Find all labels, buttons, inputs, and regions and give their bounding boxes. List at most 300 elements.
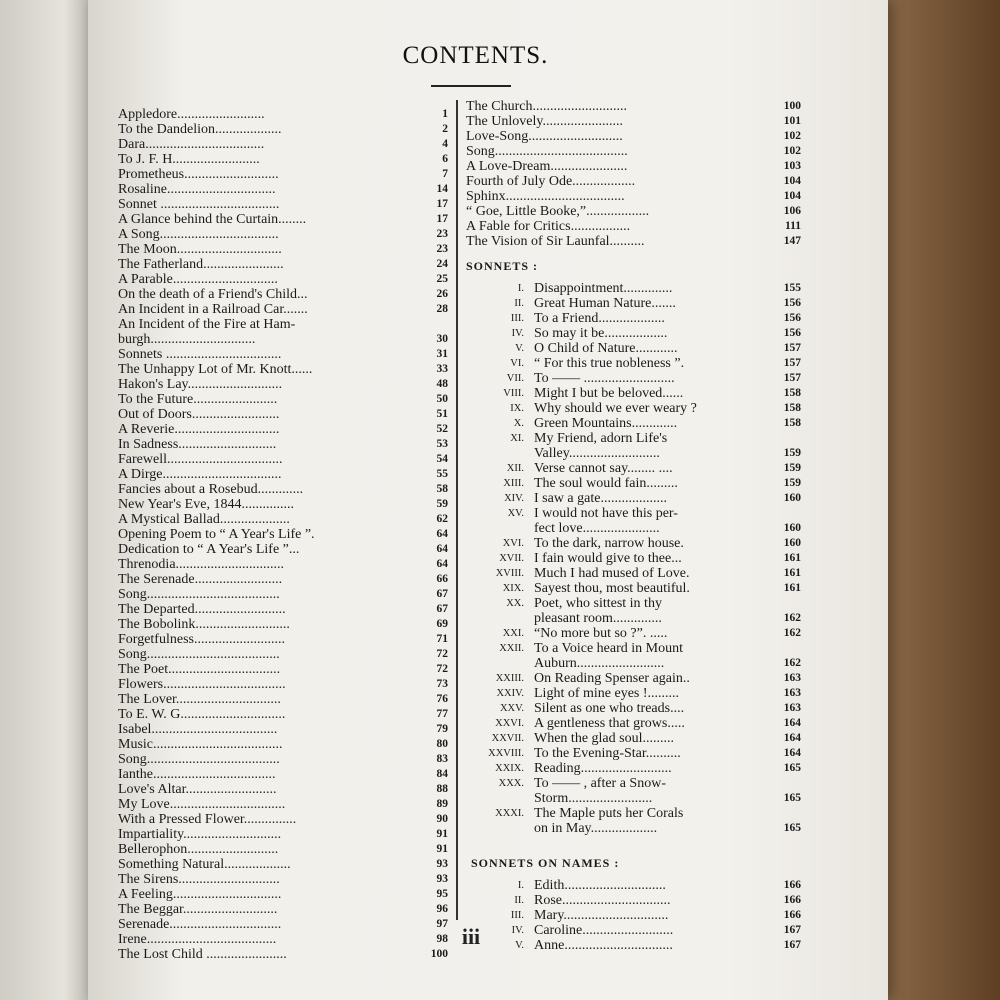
entry-title: “ Goe, Little Booke,”..................	[466, 204, 650, 219]
entry-number: XII.	[506, 463, 524, 474]
entry-page: 160	[783, 492, 801, 504]
entry-page: 158	[783, 402, 801, 414]
entry-number: III.	[510, 313, 524, 324]
entry-title: Great Human Nature.......	[534, 296, 676, 311]
toc-entry	[118, 497, 448, 512]
toc-entry	[118, 482, 448, 497]
entry-page: 156	[783, 312, 801, 324]
entry-page: 58	[436, 483, 448, 495]
toc-entry	[118, 842, 448, 857]
entry-title: A Feeling...............................	[118, 887, 282, 902]
sonnet-entry	[466, 626, 801, 641]
entry-page: 67	[436, 603, 448, 615]
entry-number: XXI.	[502, 628, 524, 639]
entry-page: 164	[783, 717, 801, 729]
entry-title: A gentleness that grows.....	[534, 716, 685, 731]
entry-page: 93	[436, 858, 448, 870]
toc-entry	[118, 107, 448, 122]
page-title: CONTENTS.	[402, 42, 549, 69]
sonnet-entry	[466, 791, 801, 806]
entry-title: Hakon's Lay...........................	[118, 377, 283, 392]
entry-title: A Glance behind the Curtain........	[118, 212, 307, 227]
entry-page: 104	[783, 175, 801, 187]
entry-title: The Unhappy Lot of Mr. Knott......	[118, 362, 313, 377]
entry-page: 160	[783, 522, 801, 534]
entry-page: 54	[436, 453, 448, 465]
entry-title: Bellerophon..........................	[118, 842, 279, 857]
entry-page: 163	[783, 687, 801, 699]
entry-title: “No more but so ?”. .....	[534, 626, 668, 641]
toc-entry	[118, 737, 448, 752]
entry-title: burgh..............................	[118, 332, 256, 347]
entry-page: 161	[783, 567, 801, 579]
toc-entry	[118, 332, 448, 347]
right-column	[466, 99, 801, 953]
toc-entry	[118, 932, 448, 947]
entry-title: On the death of a Friend's Child...	[118, 287, 308, 302]
sonnet-entry	[466, 386, 801, 401]
entry-title: A Parable..............................	[118, 272, 278, 287]
toc-entry	[118, 827, 448, 842]
entry-title: Sayest thou, most beautiful.	[534, 581, 690, 596]
toc-entry	[118, 242, 448, 257]
entry-number: V.	[515, 940, 524, 951]
entry-page: 162	[783, 657, 801, 669]
sonnet-entry	[466, 641, 801, 656]
sonnet-entry	[466, 296, 801, 311]
entry-title: Out of Doors.........................	[118, 407, 280, 422]
entry-title: A Dirge..................................	[118, 467, 282, 482]
entry-page: 157	[783, 357, 801, 369]
toc-entry	[466, 204, 801, 219]
toc-entry	[118, 752, 448, 767]
entry-title: Ianthe...................................	[118, 767, 276, 782]
entry-page: 163	[783, 702, 801, 714]
entry-page: 95	[436, 888, 448, 900]
entry-number: XX.	[506, 598, 524, 609]
entry-title: New Year's Eve, 1844...............	[118, 497, 294, 512]
sonnet-entry	[466, 476, 801, 491]
entry-title: To —— , after a Snow-	[534, 776, 666, 791]
entry-title: Much I had mused of Love.	[534, 566, 690, 581]
entry-number: VIII.	[503, 388, 524, 399]
entry-page: 93	[436, 873, 448, 885]
entry-title: An Incident in a Railroad Car.......	[118, 302, 308, 317]
toc-entry	[118, 947, 448, 962]
entry-title: Verse cannot say........ ....	[534, 461, 673, 476]
entry-page: 102	[783, 145, 801, 157]
entry-page: 55	[436, 468, 448, 480]
entry-page: 102	[783, 130, 801, 142]
entry-page: 31	[436, 348, 448, 360]
toc-entry	[118, 347, 448, 362]
entry-title: To the dark, narrow house.	[534, 536, 684, 551]
entry-page: 163	[783, 672, 801, 684]
toc-entry	[118, 182, 448, 197]
entry-page: 103	[783, 160, 801, 172]
entry-title: Irene.....................................	[118, 932, 277, 947]
entry-number: XXX.	[498, 778, 524, 789]
entry-page: 76	[436, 693, 448, 705]
entry-page: 96	[436, 903, 448, 915]
entry-title: Dedication to “ A Year's Life ”...	[118, 542, 300, 557]
entry-page: 166	[783, 909, 801, 921]
entry-page: 101	[783, 115, 801, 127]
entry-page: 157	[783, 372, 801, 384]
toc-entry	[118, 392, 448, 407]
toc-entry	[118, 377, 448, 392]
toc-entry	[466, 174, 801, 189]
toc-entry	[118, 122, 448, 137]
entry-title: A Mystical Ballad....................	[118, 512, 290, 527]
toc-entry	[118, 782, 448, 797]
entry-title: I saw a gate...................	[534, 491, 667, 506]
toc-entry	[118, 512, 448, 527]
entry-title: Something Natural...................	[118, 857, 291, 872]
entry-title: The Maple puts her Corals	[534, 806, 684, 821]
entry-title: Farewell.................................	[118, 452, 283, 467]
toc-entry	[118, 302, 448, 317]
entry-title: The Sirens.............................	[118, 872, 280, 887]
entry-page: 79	[436, 723, 448, 735]
entry-title: Light of mine eyes !.........	[534, 686, 680, 701]
entry-title: My Love.................................	[118, 797, 286, 812]
entry-page: 159	[783, 462, 801, 474]
toc-entry	[118, 272, 448, 287]
toc-entry	[118, 602, 448, 617]
entry-title: To a Friend...................	[534, 311, 665, 326]
sonnets-heading: SONNETS :	[466, 259, 539, 273]
toc-entry	[118, 152, 448, 167]
entry-title: To the Future........................	[118, 392, 278, 407]
entry-title: So may it be..................	[534, 326, 668, 341]
toc-entry	[118, 257, 448, 272]
entry-page: 162	[783, 627, 801, 639]
entry-page: 91	[436, 828, 448, 840]
entry-page: 104	[783, 190, 801, 202]
toc-entry	[118, 677, 448, 692]
entry-number: I.	[517, 283, 524, 294]
entry-page: 28	[436, 303, 448, 315]
entry-title: Isabel....................................	[118, 722, 278, 737]
entry-page: 83	[436, 753, 448, 765]
toc-entry	[118, 572, 448, 587]
toc-entry	[466, 234, 801, 249]
entry-title: Opening Poem to “ A Year's Life ”.	[118, 527, 315, 542]
sonnet-entry	[466, 686, 801, 701]
entry-title: The Unlovely.......................	[466, 114, 623, 129]
entry-title: A Song..................................	[118, 227, 279, 242]
entry-title: Appledore.........................	[118, 107, 265, 122]
toc-entry	[118, 527, 448, 542]
toc-entry	[118, 437, 448, 452]
sonnet-entry	[466, 821, 801, 836]
sonnet-entry	[466, 356, 801, 371]
entry-page: 165	[783, 762, 801, 774]
entry-page: 159	[783, 447, 801, 459]
toc-entry	[118, 617, 448, 632]
entry-page: 50	[436, 393, 448, 405]
entry-title: Serenade................................	[118, 917, 282, 932]
entry-number: XXIX.	[495, 763, 524, 774]
entry-title: When the glad soul.........	[534, 731, 674, 746]
entry-page: 17	[436, 213, 448, 225]
toc-entry	[118, 647, 448, 662]
entry-page: 161	[783, 552, 801, 564]
entry-title: Valley..........................	[534, 446, 660, 461]
toc-entry	[118, 137, 448, 152]
sonnet-entry	[466, 701, 801, 716]
sonnet-entry	[466, 656, 801, 671]
entry-page: 91	[436, 843, 448, 855]
sonnet-entry	[466, 566, 801, 581]
entry-number: XVII.	[499, 553, 524, 564]
entry-title: The Lost Child .......................	[118, 947, 287, 962]
entry-title: The Departed..........................	[118, 602, 286, 617]
entry-page: 69	[436, 618, 448, 630]
entry-title: With a Pressed Flower...............	[118, 812, 297, 827]
entry-title: The Church...........................	[466, 99, 627, 114]
entry-page: 164	[783, 747, 801, 759]
entry-page: 98	[436, 933, 448, 945]
sonnet-entry	[466, 551, 801, 566]
entry-page: 6	[442, 153, 448, 165]
sonnet-entry	[466, 371, 801, 386]
sonnet-entry	[466, 311, 801, 326]
entry-number: XV.	[507, 508, 524, 519]
entry-page: 23	[436, 243, 448, 255]
entry-page: 67	[436, 588, 448, 600]
toc-entry	[118, 857, 448, 872]
toc-entry	[118, 587, 448, 602]
contents-page	[88, 0, 888, 1000]
entry-page: 158	[783, 387, 801, 399]
entry-title: Music.....................................	[118, 737, 283, 752]
entry-number: I.	[517, 880, 524, 891]
toc-entry	[118, 407, 448, 422]
names-list	[466, 878, 801, 953]
entry-page: 73	[436, 678, 448, 690]
entry-page: 2	[442, 123, 448, 135]
entry-title: on in May...................	[534, 821, 658, 836]
entry-title: Song......................................	[118, 647, 280, 662]
sonnet-entry	[466, 491, 801, 506]
entry-title: Mary..............................	[534, 908, 669, 923]
entry-title: A Reverie..............................	[118, 422, 280, 437]
entry-number: XIX.	[502, 583, 524, 594]
entry-number: XXIII.	[495, 673, 524, 684]
entry-title: Sonnet ..................................	[118, 197, 280, 212]
facing-page-edge	[0, 0, 92, 1000]
entry-title: Threnodia...............................	[118, 557, 285, 572]
sonnet-entry	[466, 401, 801, 416]
sonnet-entry	[466, 938, 801, 953]
sonnet-list	[466, 281, 801, 836]
entry-title: fect love......................	[534, 521, 660, 536]
right-entries	[466, 99, 801, 249]
entry-title: Green Mountains.............	[534, 416, 678, 431]
entry-title: Auburn.........................	[534, 656, 665, 671]
entry-title: The Fatherland.......................	[118, 257, 284, 272]
entry-title: Rosaline...............................	[118, 182, 276, 197]
toc-entry	[466, 129, 801, 144]
entry-title: Poet, who sittest in thy	[534, 596, 662, 611]
entry-page: 72	[436, 648, 448, 660]
entry-title: The Bobolink...........................	[118, 617, 290, 632]
toc-entry	[118, 362, 448, 377]
entry-page: 7	[442, 168, 448, 180]
entry-page: 48	[436, 378, 448, 390]
entry-page: 53	[436, 438, 448, 450]
toc-entry	[118, 722, 448, 737]
entry-page: 155	[783, 282, 801, 294]
entry-number: XIV.	[504, 493, 524, 504]
entry-page: 4	[442, 138, 448, 150]
entry-title: An Incident of the Fire at Ham-	[118, 317, 296, 332]
entry-page: 52	[436, 423, 448, 435]
entry-page: 71	[436, 633, 448, 645]
entry-page: 164	[783, 732, 801, 744]
entry-title: To the Dandelion...................	[118, 122, 282, 137]
entry-number: XXVII.	[491, 733, 524, 744]
entry-title: Edith.............................	[534, 878, 666, 893]
entry-title: The Beggar...........................	[118, 902, 278, 917]
entry-number: VII.	[506, 373, 524, 384]
entry-title: Sphinx..................................	[466, 189, 625, 204]
entry-page: 64	[436, 528, 448, 540]
entry-title: Prometheus...........................	[118, 167, 279, 182]
entry-page: 167	[783, 924, 801, 936]
sonnet-entry	[466, 461, 801, 476]
entry-number: XVIII.	[495, 568, 524, 579]
toc-entry	[466, 219, 801, 234]
sonnet-entry	[466, 776, 801, 791]
sonnet-entry	[466, 746, 801, 761]
sonnet-entry	[466, 716, 801, 731]
entry-page: 161	[783, 582, 801, 594]
sonnets-on-names-heading: SONNETS ON NAMES :	[471, 856, 620, 870]
entry-title: Fancies about a Rosebud.............	[118, 482, 304, 497]
entry-page: 100	[783, 100, 801, 112]
entry-number: XI.	[510, 433, 524, 444]
entry-page: 111	[785, 220, 801, 232]
entry-title: The Serenade.........................	[118, 572, 283, 587]
toc-entry	[466, 159, 801, 174]
entry-title: To E. W. G..............................	[118, 707, 286, 722]
entry-title: To J. F. H.........................	[118, 152, 260, 167]
sonnet-entry	[466, 536, 801, 551]
entry-number: XXVIII.	[488, 748, 524, 759]
entry-title: The Poet................................	[118, 662, 281, 677]
entry-page: 64	[436, 558, 448, 570]
left-column	[118, 107, 448, 962]
sonnet-entry	[466, 506, 801, 521]
entry-page: 166	[783, 879, 801, 891]
entry-page: 14	[436, 183, 448, 195]
toc-entry	[118, 767, 448, 782]
toc-entry	[118, 227, 448, 242]
entry-page: 62	[436, 513, 448, 525]
toc-entry	[118, 797, 448, 812]
sonnet-entry	[466, 596, 801, 611]
entry-page: 89	[436, 798, 448, 810]
sonnet-entry	[466, 521, 801, 536]
entry-page: 51	[436, 408, 448, 420]
entry-title: I would not have this per-	[534, 506, 678, 521]
entry-title: A Love-Dream......................	[466, 159, 628, 174]
entry-page: 23	[436, 228, 448, 240]
entry-page: 147	[783, 235, 801, 247]
entry-title: O Child of Nature............	[534, 341, 678, 356]
toc-entry	[118, 542, 448, 557]
sonnet-entry	[466, 416, 801, 431]
column-divider	[456, 100, 458, 920]
entry-page: 77	[436, 708, 448, 720]
sonnet-entry	[466, 731, 801, 746]
toc-entry	[118, 887, 448, 902]
sonnet-entry	[466, 923, 801, 938]
toc-entry	[466, 144, 801, 159]
entry-number: XXIV.	[496, 688, 524, 699]
toc-entry	[118, 557, 448, 572]
entry-title: Caroline..........................	[534, 923, 674, 938]
toc-entry	[118, 662, 448, 677]
toc-entry	[118, 422, 448, 437]
toc-entry	[466, 114, 801, 129]
toc-entry	[118, 452, 448, 467]
entry-title: Song......................................	[118, 587, 280, 602]
entry-page: 166	[783, 894, 801, 906]
sonnet-entry	[466, 431, 801, 446]
entry-number: XXV.	[499, 703, 524, 714]
entry-number: X.	[513, 418, 524, 429]
entry-number: II.	[514, 298, 524, 309]
entry-title: The Lover..............................	[118, 692, 281, 707]
entry-page: 165	[783, 792, 801, 804]
entry-title: A Fable for Critics.................	[466, 219, 631, 234]
entry-title: To —— ..........................	[534, 371, 675, 386]
entry-page: 80	[436, 738, 448, 750]
toc-entry	[118, 692, 448, 707]
entry-page: 17	[436, 198, 448, 210]
sonnet-entry	[466, 806, 801, 821]
sonnet-entry	[466, 611, 801, 626]
toc-entry	[118, 467, 448, 482]
entry-title: Song......................................	[466, 144, 628, 159]
entry-title: Sonnets .................................	[118, 347, 282, 362]
entry-page: 30	[436, 333, 448, 345]
entry-page: 156	[783, 297, 801, 309]
toc-entry	[118, 317, 448, 332]
entry-title: Forgetfulness..........................	[118, 632, 285, 647]
toc-entry	[118, 707, 448, 722]
entry-title: Disappointment..............	[534, 281, 673, 296]
entry-page: 59	[436, 498, 448, 510]
entry-page: 33	[436, 363, 448, 375]
entry-page: 26	[436, 288, 448, 300]
entry-title: The Vision of Sir Launfal..........	[466, 234, 645, 249]
sonnet-entry	[466, 581, 801, 596]
entry-page: 159	[783, 477, 801, 489]
entry-title: I fain would give to thee...	[534, 551, 682, 566]
entry-page: 160	[783, 537, 801, 549]
entry-title: The soul would fain.........	[534, 476, 678, 491]
entry-page: 158	[783, 417, 801, 429]
toc-entry	[118, 197, 448, 212]
entry-title: Flowers...................................	[118, 677, 286, 692]
entry-number: XIII.	[503, 478, 524, 489]
entry-page: 100	[430, 948, 448, 960]
